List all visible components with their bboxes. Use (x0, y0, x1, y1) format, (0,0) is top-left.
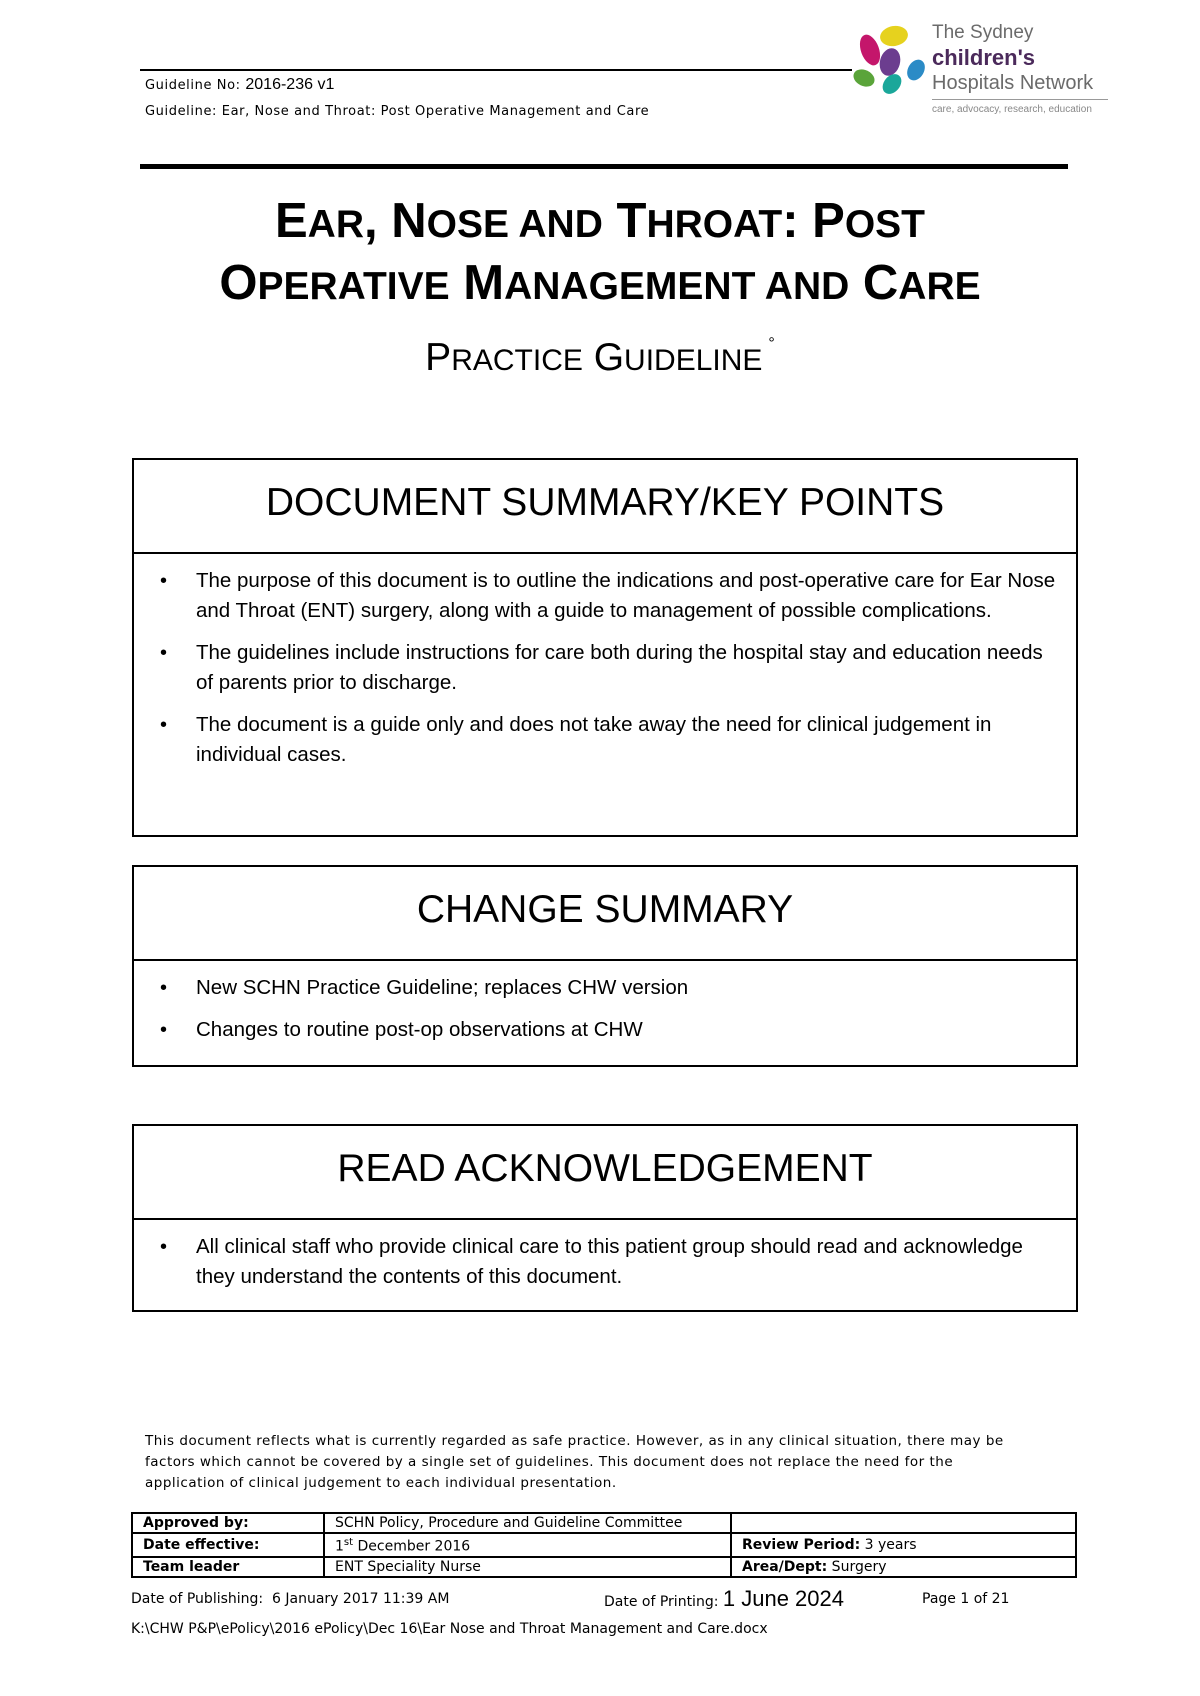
approved-by-value: SCHN Policy, Procedure and Guideline Committee (324, 1513, 731, 1533)
date-effective-label: Date effective: (132, 1533, 324, 1557)
guideline-number (145, 76, 334, 94)
date-effective-suffix: st (343, 1537, 354, 1548)
guideline-label: Guideline: (145, 104, 218, 119)
title-part: ARE (898, 265, 981, 308)
printing-value: 1 June 2024 (722, 1586, 844, 1611)
acknowledgement-box (132, 1124, 1078, 1312)
title-part: OSE AND (426, 203, 603, 246)
area-value: Surgery (827, 1558, 887, 1575)
table-row (132, 1533, 1076, 1557)
header-rule (140, 69, 852, 71)
table-row (132, 1557, 1076, 1577)
title-part: PERATIVE (257, 265, 450, 308)
summary-item-text: The purpose of this document is to outline the indications and post-operative care for Ear Nose and Throat (ENT) surgery, along with a guide to management of possible complications. (196, 569, 1056, 622)
title-part: AR (307, 203, 365, 246)
subtitle-mark: ° (768, 335, 775, 352)
empty-cell (731, 1513, 1076, 1533)
summary-item-text: The document is a guide only and does not take away the need for clinical judgement in individual cases. (196, 713, 992, 766)
summary-box (132, 458, 1078, 837)
document-title-line1 (0, 190, 1200, 256)
date-effective-value (324, 1533, 731, 1557)
bullet-icon: • (160, 977, 168, 999)
subtitle-part: RACTICE (451, 344, 583, 377)
acknowledgement-heading: READ ACKNOWLEDGEMENT (134, 1126, 1076, 1220)
title-part: E (274, 194, 308, 248)
area-cell (731, 1557, 1076, 1577)
team-leader-label: Team leader (132, 1557, 324, 1577)
title-part: M (449, 256, 505, 310)
printing-date (604, 1586, 844, 1612)
title-part: OST (844, 203, 925, 246)
change-item-text: New SCHN Practice Guideline; replaces CHW version (196, 976, 689, 999)
logo-text-line2: children's (932, 45, 1036, 70)
bullet-icon: • (160, 714, 168, 736)
review-period-cell (731, 1533, 1076, 1557)
title-part: HROAT (646, 203, 783, 246)
logo-mark-icon (848, 22, 932, 94)
page-number: Page 1 of 21 (922, 1591, 1010, 1607)
acknowledgement-item-text: All clinical staff who provide clinical care to this patient group should read and acknowledge they understand the contents of this document. (196, 1235, 1023, 1288)
logo-text-line3: Hospitals Network (932, 72, 1094, 94)
title-part: ANAGEMENT AND (504, 265, 850, 308)
change-item (134, 1015, 1076, 1045)
area-label: Area/Dept: (742, 1558, 828, 1575)
subtitle-part: UIDELINE (624, 344, 763, 377)
approval-table (131, 1512, 1077, 1578)
team-leader-value: ENT Speciality Nurse (324, 1557, 731, 1577)
title-part: C (849, 256, 899, 310)
printing-label: Date of Printing: (604, 1594, 719, 1610)
disclaimer-line: This document reflects what is currently regarded as safe practice. However, as in any clinical situation, there may be (145, 1433, 1004, 1449)
title-part: : P (782, 194, 845, 248)
summary-item (134, 638, 1076, 698)
review-period-label: Review Period: (742, 1536, 861, 1553)
table-row (132, 1513, 1076, 1533)
date-effective-month: December 2016 (353, 1538, 471, 1555)
logo-rule (932, 99, 1108, 100)
subtitle-part: G (582, 336, 625, 379)
disclaimer (145, 1431, 1065, 1494)
bullet-icon: • (160, 1236, 168, 1258)
document-subtitle (0, 335, 1200, 380)
title-part: , N (364, 194, 427, 248)
approved-by-label: Approved by: (132, 1513, 324, 1533)
bullet-icon: • (160, 1019, 168, 1041)
guideline-title-value: Ear, Nose and Throat: Post Operative Management and Care (221, 104, 650, 119)
summary-item (134, 710, 1076, 770)
summary-item (134, 566, 1076, 626)
guideline-number-value: 2016-236 v1 (245, 76, 335, 93)
change-summary-heading: CHANGE SUMMARY (134, 867, 1076, 961)
disclaimer-line: application of clinical judgement to each individual presentation. (145, 1475, 617, 1491)
disclaimer-line: factors which cannot be covered by a single set of guidelines. This document does not replace the need for the (145, 1454, 954, 1470)
change-item-text: Changes to routine post-op observations at CHW (196, 1018, 643, 1041)
change-item (134, 973, 1076, 1003)
header-divider (140, 164, 1068, 169)
logo-tagline: care, advocacy, research, education (932, 104, 1092, 115)
publishing-value: 6 January 2017 11:39 AM (272, 1591, 450, 1607)
subtitle-part: P (425, 336, 452, 379)
guideline-number-label: Guideline No: (145, 78, 241, 93)
guideline-title-line (145, 104, 649, 119)
bullet-icon: • (160, 642, 168, 664)
document-title-line2 (0, 252, 1200, 318)
schn-logo (848, 22, 1108, 122)
date-effective-day: 1 (335, 1538, 344, 1555)
title-part: O (219, 256, 258, 310)
bullet-icon: • (160, 570, 168, 592)
logo-text-line1: The Sydney (932, 22, 1034, 43)
publishing-label: Date of Publishing: (131, 1591, 264, 1607)
summary-heading: DOCUMENT SUMMARY/KEY POINTS (134, 460, 1076, 554)
publishing-date (131, 1591, 449, 1607)
title-part: T (602, 194, 647, 248)
review-period-value: 3 years (860, 1536, 917, 1553)
summary-item-text: The guidelines include instructions for care both during the hospital stay and education needs of parents prior to discharge. (196, 641, 1043, 694)
change-summary-box (132, 865, 1078, 1067)
acknowledgement-item (134, 1232, 1076, 1292)
file-path: K:\CHW P&P\ePolicy\2016 ePolicy\Dec 16\Ear Nose and Throat Management and Care.docx (131, 1621, 768, 1637)
